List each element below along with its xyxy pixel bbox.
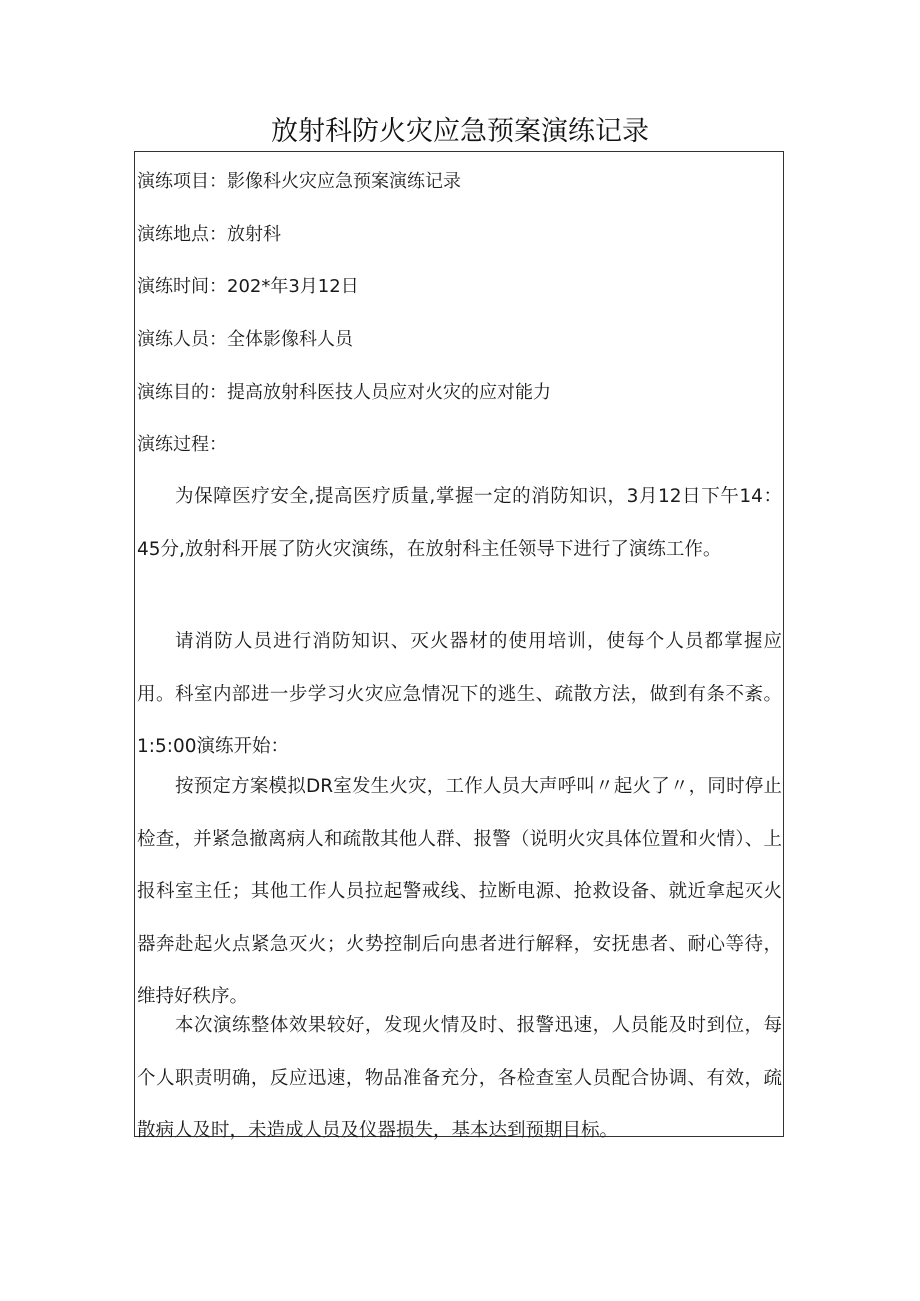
field-drill-project bbox=[137, 167, 461, 197]
field-drill-time bbox=[137, 272, 359, 302]
document-title: 放射科防火灾应急预案演练记录 bbox=[271, 116, 649, 147]
field-value: 提高放射科医技人员应对火灾的应对能力 bbox=[227, 382, 551, 403]
field-value: 影像科火灾应急预案演练记录 bbox=[227, 171, 461, 192]
field-value: 全体影像科人员 bbox=[227, 329, 353, 350]
field-label: 演练时间： bbox=[137, 276, 227, 297]
field-drill-personnel bbox=[137, 325, 353, 355]
process-paragraph-3: 按预定方案模拟DR室发生火灾，工作人员大声呼叫〃起火了〃，同时停止检查，并紧急撤离病人和疏散其他人群、报警（说明火灾具体位置和火情）、上报科室主任；其他工作人员拉起警戒线、拉断电源、抢救设备、就近拿起灭火器奔赴起火点紧急灭火；火势控制后向患者进行解释，安抚患者、耐心等待，维持好秩序。 bbox=[137, 776, 782, 1007]
process-paragraph-2: 请消防人员进行消防知识、灭火器材的使用培训，使每个人员都掌握应用。科室内部进一步学习火灾应急情况下的逃生、疏散方法，做到有条不紊。1:5:00演练开始： bbox=[137, 631, 782, 757]
field-label: 演练目的： bbox=[137, 382, 227, 403]
field-label: 演练地点： bbox=[137, 224, 227, 245]
field-drill-location bbox=[137, 220, 281, 250]
field-label: 演练人员： bbox=[137, 329, 227, 350]
field-drill-process bbox=[137, 430, 227, 460]
field-label: 演练项目： bbox=[137, 171, 227, 192]
field-value: 放射科 bbox=[227, 224, 281, 245]
field-value: 202*年3月12日 bbox=[227, 276, 359, 297]
field-drill-purpose bbox=[137, 378, 551, 408]
process-paragraph-4: 本次演练整体效果较好，发现火情及时、报警迅速，人员能及时到位，每个人职责明确，反应迅速，物品准备充分，各检查室人员配合协调、有效，疏散病人及时，未造成人员及仪器损失，基本达到预期目标。 bbox=[137, 1015, 782, 1141]
process-paragraph-1: 为保障医疗安全,提高医疗质量,掌握一定的消防知识，3月12日下午14：45分,放射科开展了防火灾演练，在放射科主任领导下进行了演练工作。 bbox=[137, 486, 782, 560]
field-label: 演练过程： bbox=[137, 434, 227, 455]
